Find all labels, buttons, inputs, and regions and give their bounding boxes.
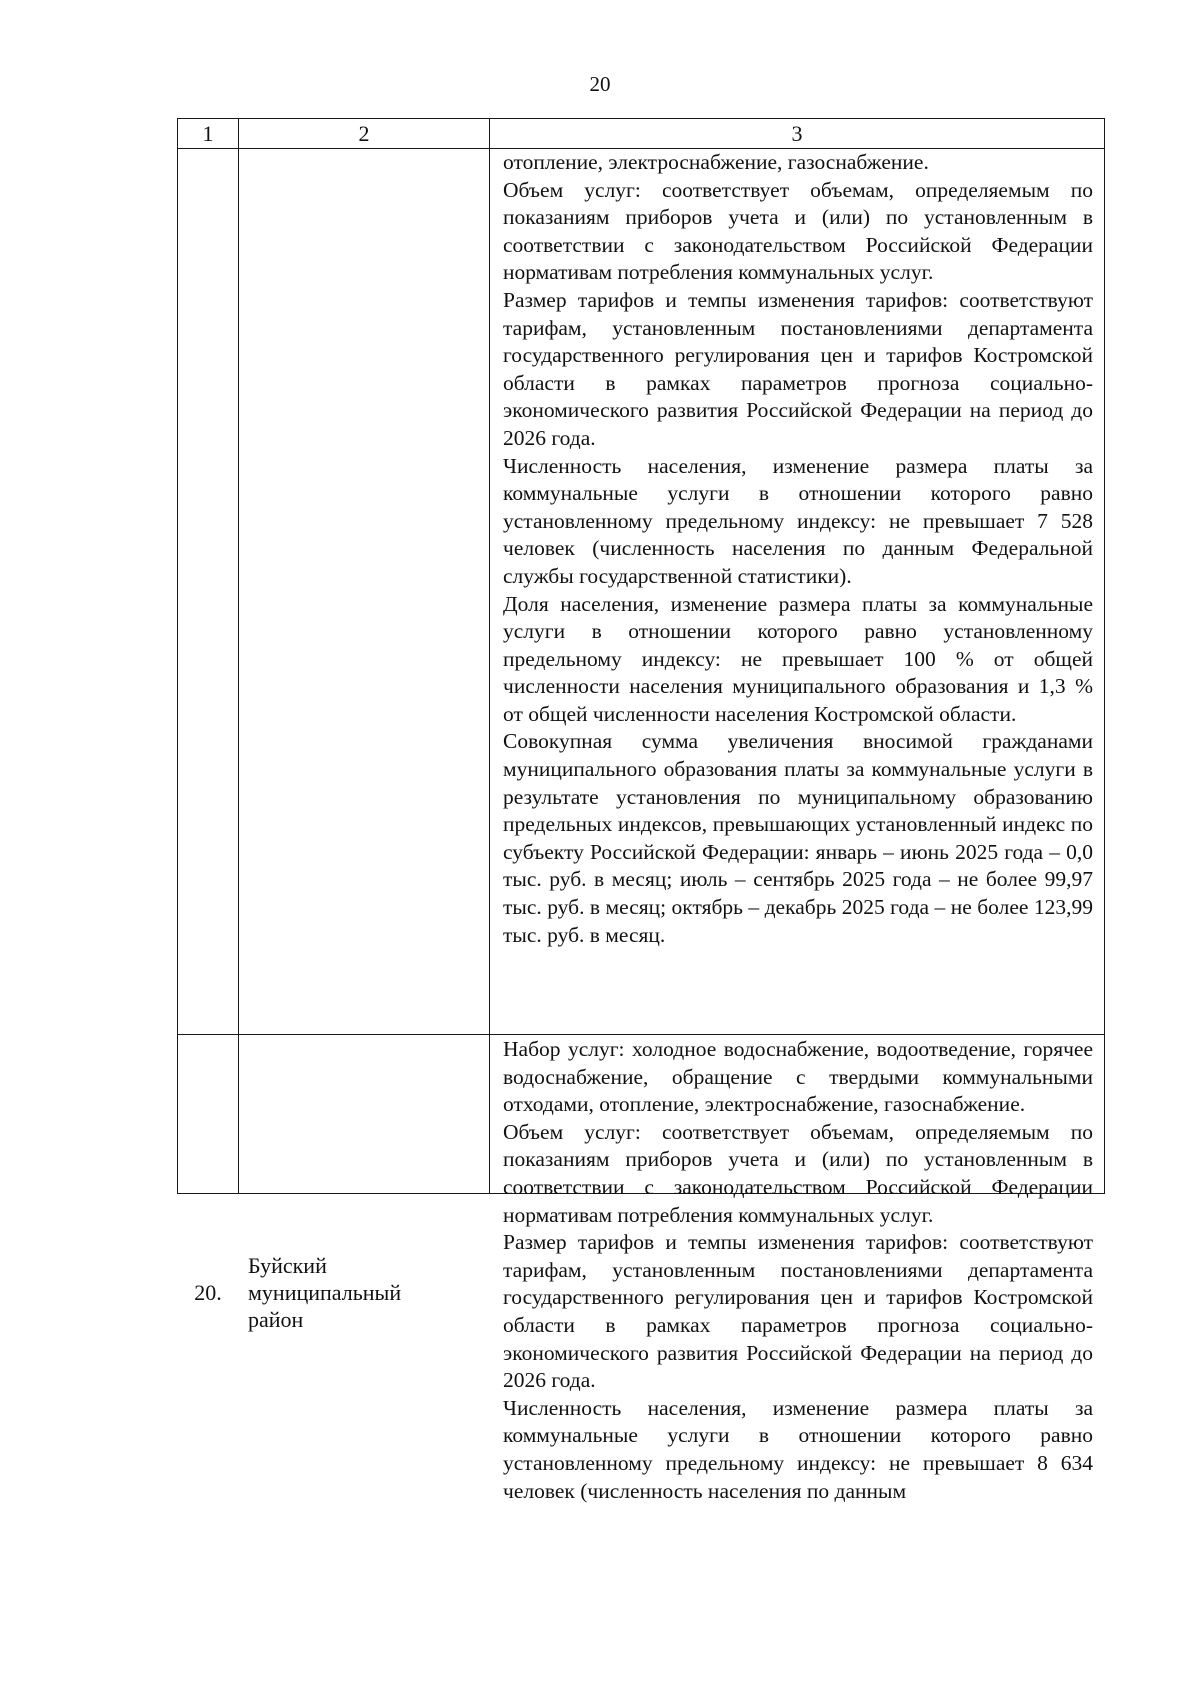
column-divider-1	[238, 119, 239, 1193]
row2-name-line: муниципальный	[248, 1280, 402, 1305]
row2-number: 20.	[194, 1280, 222, 1305]
row2-paragraph: Набор услуг: холодное водоснабжение, водоотведение, горячее водоснабжение, обращение с твердыми коммунальными отходами, отопление, электроснабжение, газоснабжение.	[503, 1037, 1093, 1117]
row2-description	[503, 1036, 1093, 1505]
page-number: 20	[589, 72, 611, 96]
row-divider	[178, 1034, 1104, 1035]
services-table	[177, 118, 1105, 1503]
row1-paragraph: Доля населения, изменение размера платы за коммунальные услуги в отношении которого равно установленному предельному индексу: не превышает 100 % от общей численности населения муниципального образования и 1,3 % от общей численности населения Костромской области.	[503, 591, 1093, 726]
row1-paragraph: Совокупная сумма увеличения вносимой гражданами муниципального образования платы за коммунальные услуги в результате установления по муниципальному образованию предельных индексов, превышающих установленный индекс по субъекту Российской Федерации: январь – июнь 2025 года – 0,0 тыс. руб. в месяц; июль – сентябрь 2025 года – не более 99,97 тыс. руб. в месяц; октябрь – декабрь 2025 года – не более 123,99 тыс. руб. в месяц.	[503, 729, 1093, 947]
header-col-3: 3	[791, 121, 803, 146]
column-divider-2	[489, 119, 490, 1193]
table-header-row	[178, 119, 1104, 149]
row1-description	[503, 149, 1093, 949]
row1-paragraph: Численность населения, изменение размера платы за коммунальные услуги в отношении которого равно установленному предельному индексу: не превышает 7 528 человек (численность населения по данным Федеральной службы государственной статистики).	[503, 453, 1093, 588]
row2-paragraph: Численность населения, изменение размера платы за коммунальные услуги в отношении которого равно установленному предельному индексу: не превышает 8 634 человек (численность населения по данным	[503, 1395, 1093, 1503]
row2-paragraph: Объем услуг: соответствует объемам, определяемым по показаниям приборов учета и (или) по установленным в соответствии с законодательством Российской Федерации нормативам потребления коммунальных услуг.	[503, 1119, 1093, 1227]
header-col-1: 1	[202, 121, 214, 146]
row1-paragraph: Размер тарифов и темпы изменения тарифов: соответствуют тарифам, установленным постановлениями департамента государственного регулирования цен и тарифов Костромской области в рамках параметров прогноза социально-экономического развития Российской Федерации на период до 2026 года.	[503, 287, 1093, 450]
row2-paragraph: Размер тарифов и темпы изменения тарифов: соответствуют тарифам, установленным постановлениями департамента государственного регулирования цен и тарифов Костромской области в рамках параметров прогноза социально-экономического развития Российской Федерации на период до 2026 года.	[503, 1230, 1093, 1393]
header-col-2: 2	[358, 121, 370, 146]
row2-name-line: район	[248, 1307, 304, 1332]
row2-name-line: Буйский	[248, 1253, 327, 1278]
row1-paragraph: Объем услуг: соответствует объемам, определяемым по показаниям приборов учета и (или) по установленным в соответствии с законодательством Российской Федерации нормативам потребления коммунальных услуг.	[503, 177, 1093, 285]
row1-paragraph: отопление, электроснабжение, газоснабжение.	[503, 150, 929, 174]
